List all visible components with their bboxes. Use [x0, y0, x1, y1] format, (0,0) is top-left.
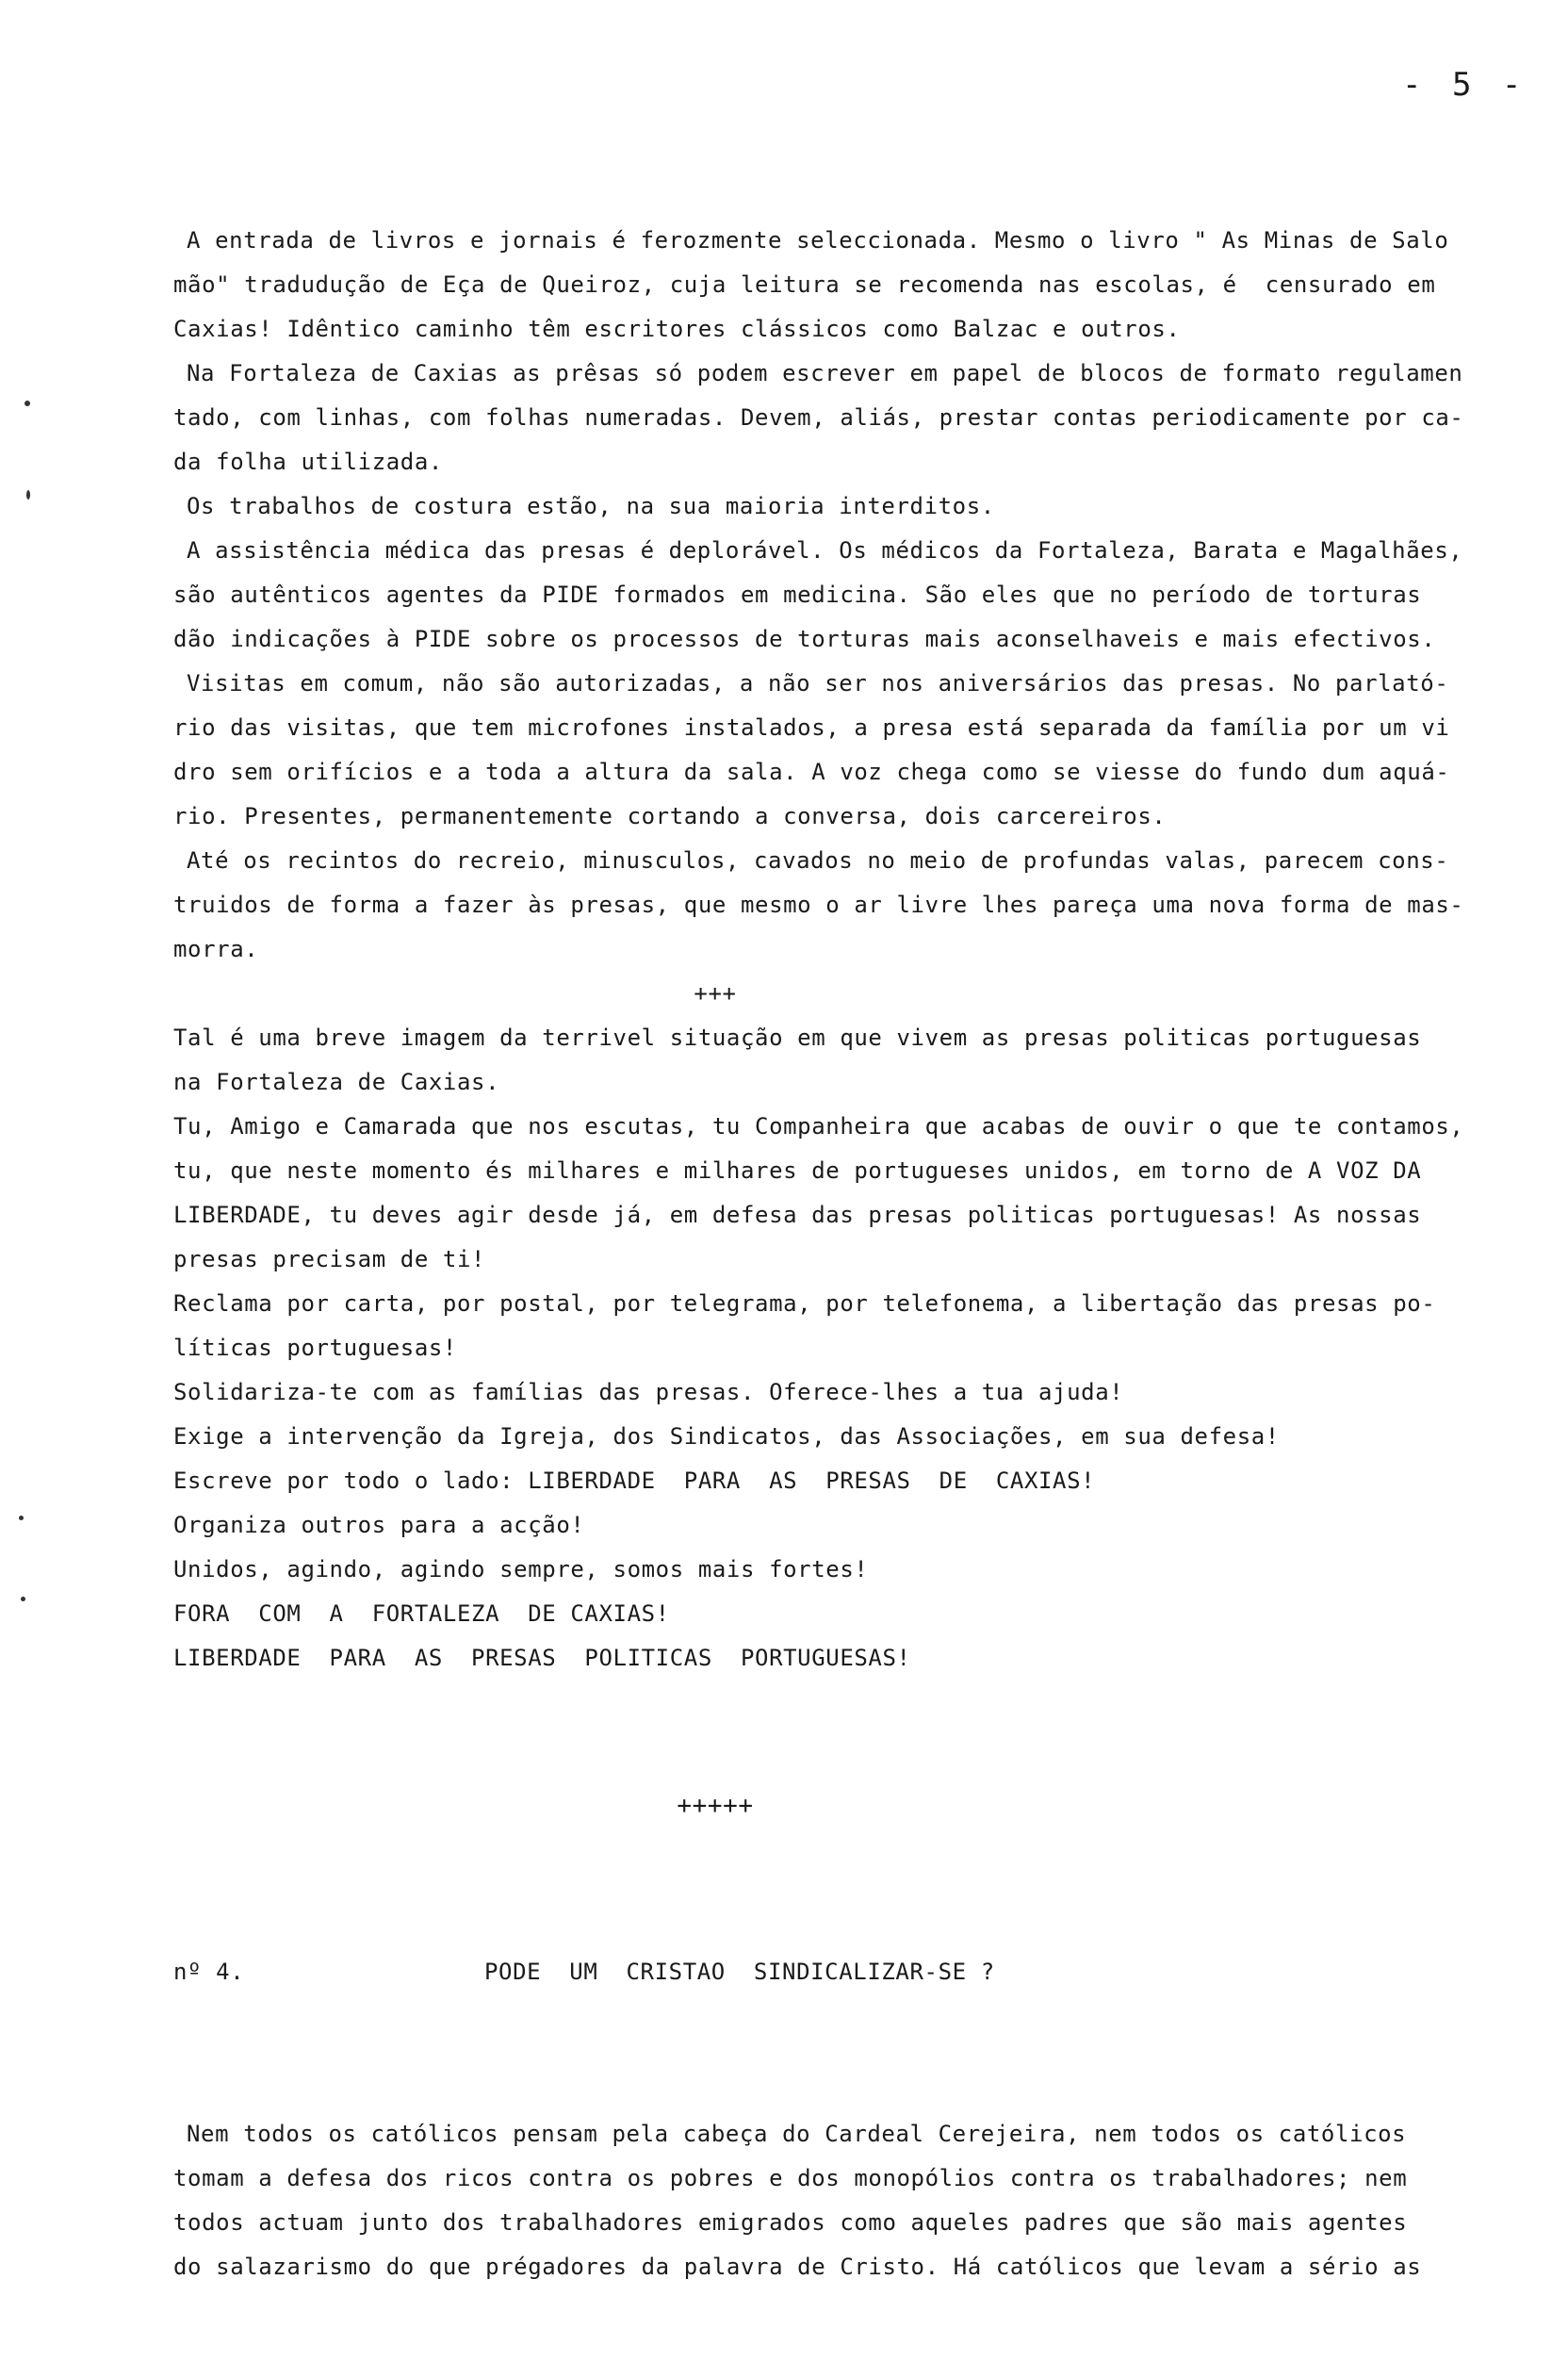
text-line: todos actuam junto dos trabalhadores emigrados como aqueles padres que são mais agentes: [173, 2209, 1408, 2236]
section-title: PODE UM CRISTAO SINDICALIZAR-SE ?: [484, 1959, 995, 1985]
text-line: tomam a defesa dos ricos contra os pobres e dos monopólios contra os trabalhadores; nem: [173, 2165, 1408, 2191]
text-line: Escreve por todo o lado: LIBERDADE PARA AS PRESAS DE CAXIAS!: [173, 1468, 1096, 1494]
separator-line: +++: [694, 980, 737, 1007]
page-number: - 5 -: [1402, 66, 1527, 104]
text-line: Os trabalhos de costura estão, na sua maioria interditos.: [187, 493, 995, 519]
text-line: presas precisam de ti!: [173, 1246, 486, 1272]
text-line: Nem todos os católicos pensam pela cabeça do Cardeal Cerejeira, nem todos os católicos: [187, 2121, 1407, 2147]
text-line: na Fortaleza de Caxias.: [173, 1069, 500, 1095]
margin-dot: [19, 1516, 24, 1520]
margin-dot: [24, 401, 30, 406]
text-line: líticas portuguesas!: [173, 1335, 457, 1361]
margin-dot: [21, 1597, 25, 1601]
text-line: mão" tradudução de Eça de Queiroz, cuja leitura se recomenda nas escolas, é censurado em: [173, 271, 1436, 298]
section-heading: [173, 1931, 1530, 2024]
text-line: Tu, Amigo e Camarada que nos escutas, tu Companheira que acabas de ouvir o que te contamos,: [173, 1113, 1464, 1140]
text-line: Tal é uma breve imagem da terrivel situação em que vivem as presas politicas portuguesas: [173, 1025, 1422, 1051]
text-line: Até os recintos do recreio, minusculos, cavados no meio de profundas valas, parecem cons-: [187, 847, 1449, 874]
margin-dot: [26, 490, 30, 500]
text-line: Na Fortaleza de Caxias as prêsas só podem escrever em papel de blocos de formato regulamen: [187, 360, 1463, 386]
text-line: Caxias! Idêntico caminho têm escritores clássicos como Balzac e outros.: [173, 316, 1181, 342]
text-line: Unidos, agindo, agindo sempre, somos mais fortes!: [173, 1556, 869, 1583]
text-line: A entrada de livros e jornais é ferozmente seleccionada. Mesmo o livro " As Minas de Salo: [187, 227, 1449, 254]
section-number: nº 4.: [173, 1959, 245, 1985]
text-line: LIBERDADE PARA AS PRESAS POLITICAS PORTUGUESAS!: [173, 1645, 911, 1671]
text-line: truidos de forma a fazer às presas, que mesmo o ar livre lhes pareça uma nova forma de mas-: [173, 892, 1464, 918]
text-line: LIBERDADE, tu deves agir desde já, em defesa das presas politicas portuguesas! As nossas: [173, 1202, 1422, 1228]
text-line: Organiza outros para a acção!: [173, 1512, 585, 1538]
body-paragraphs: [173, 219, 1530, 1681]
text-line: do salazarismo do que prégadores da palavra de Cristo. Há católicos que levam a sério as: [173, 2254, 1422, 2280]
text-line: morra.: [173, 936, 259, 962]
text-line: A assistência médica das presas é deplorável. Os médicos da Fortaleza, Barata e Magalhães,: [187, 537, 1463, 564]
text-line: FORA COM A FORTALEZA DE CAXIAS!: [173, 1600, 670, 1627]
text-line: tu, que neste momento és milhares e milhares de portugueses unidos, em torno de A VOZ DA: [173, 1157, 1422, 1184]
text-line: tado, com linhas, com folhas numeradas. Devem, aliás, prestar contas periodicamente por ca-: [173, 404, 1464, 431]
section-paragraphs: [173, 2112, 1530, 2289]
text-line: Reclama por carta, por postal, por telegrama, por telefonema, a libertação das presas po-: [173, 1290, 1436, 1317]
text-line: Visitas em comum, não são autorizadas, a não ser nos aniversários das presas. No parlató-: [187, 670, 1449, 697]
text-line: são autênticos agentes da PIDE formados em medicina. São eles que no período de torturas: [173, 582, 1422, 608]
document-body: [173, 130, 1530, 2378]
text-line: dro sem orifícios e a toda a altura da sala. A voz chega como se viesse do fundo dum aquá-: [173, 759, 1450, 785]
text-line: da folha utilizada.: [173, 449, 443, 475]
text-line: rio. Presentes, permanentemente cortando a conversa, dois carcereiros.: [173, 803, 1167, 829]
text-line: Solidariza-te com as famílias das presas. Oferece-lhes a tua ajuda!: [173, 1379, 1124, 1405]
text-line: Exige a intervenção da Igreja, dos Sindicatos, das Associações, em sua defesa!: [173, 1423, 1280, 1450]
section-divider: +++++: [677, 1792, 754, 1820]
text-line: rio das visitas, que tem microfones instalados, a presa está separada da família por um vi: [173, 714, 1450, 741]
text-line: dão indicações à PIDE sobre os processos de torturas mais aconselhaveis e mais efectivos.: [173, 626, 1436, 652]
